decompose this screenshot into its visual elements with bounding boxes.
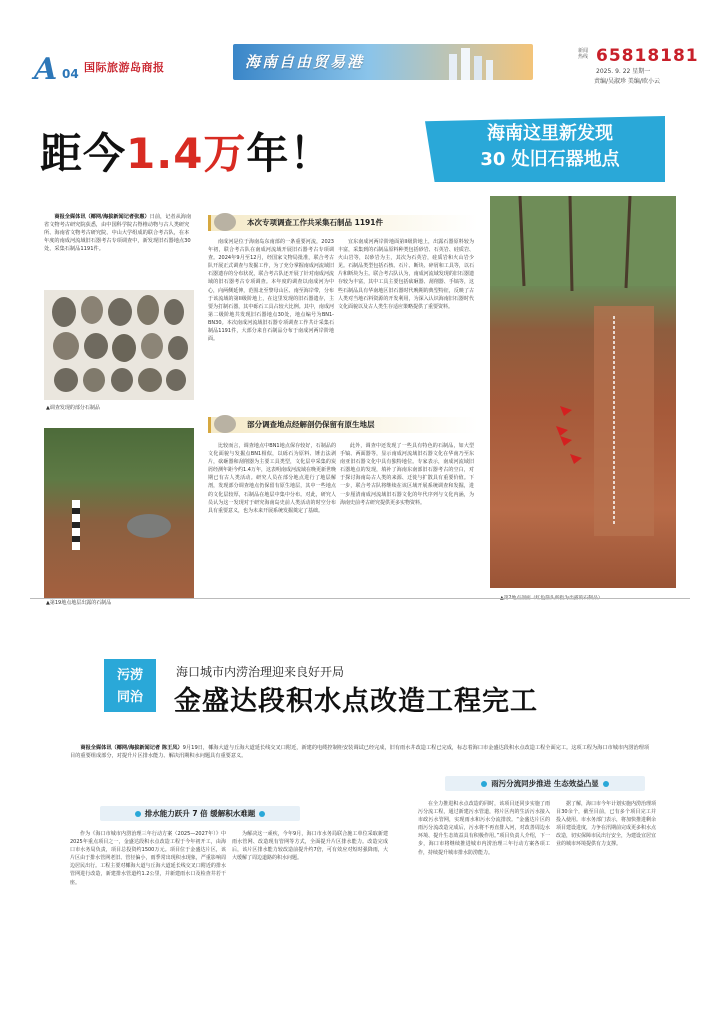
banner: [233, 44, 533, 80]
headline-number: 1.4万: [126, 129, 247, 178]
page-number: 04: [62, 67, 79, 81]
section1-col1: 南成河是位于海南岛东南部的一条重要河流，2023年初，联合考古队在南成河流域开展旧石器考古专项调查。2024年9月至12月，经国家文物局批准，联合考古队开展正式调查与发掘工作，为了充分掌握南成河流域旧石器遗存的分布状况，联合考古队还开展了针对南成河流域的旧石器考古专项调查。本年度的调查以南成河为中心，向两侧延伸，范围北至黎母山区、南至海岸带，分布于该流域的第II级阶地上，在这里发现的旧石器遗存，主要为打制石器，其中砾石工具占较大比例。其中，南成河第二级阶地共发现旧石器地点30处，地点编号为BN1-BN30。本次南成河流域旧石器专项调查工作共计采集石制品1191件，大部分来自石制品分布于南成河两岸阶地面。: [208, 239, 334, 343]
story2-lead: [70, 744, 650, 761]
story2-col1: 作为《海口市城市内涝治理三年行动方案（2025—2027年）》中2025年重点项目之一，金盛达段积水点改造工程于今年初开工，由海口市水务局负责，项目总投资约1500万元。项目位于金盛达片区，该片区由于排水管网老旧、管径偏小，雨季常出现积水现象，严重影响周边居民出行。工程主要对椰海大道与丘海大道延长线交叉口附近的排水管网进行改造，新建排水管道约1.2公里，并新建雨水口及检查井若干座。: [70, 831, 226, 886]
site-2-profile-photo: [490, 196, 676, 588]
section2-bar: [208, 417, 478, 433]
banner-text: 海南自由贸易港: [245, 53, 365, 71]
story2-tag-line-1: 污涝: [116, 668, 143, 683]
caption-stone-tools: ▲调查发现的部分石制品: [46, 405, 100, 411]
story2-bar-1-text: 排水能力跃升 7 倍 缓解积水难题: [144, 809, 256, 818]
tag-line-1: 海南这里新发现: [487, 123, 613, 144]
story2-bar-2: [445, 776, 645, 791]
story2-lead-text: 9月19日，椰海大道与丘海大道延长线交叉口附近，新建的电缆控制柜安装调试已经完成，旧有雨水井改造工程已完成，标志着海口市金盛达段积水点改造工程全面完工。这项工程为海口市城市内涝治理项目的重要组成部分，对提升片区排水能力、解决汛期积水问题具有重要意义。: [70, 745, 650, 760]
story2-bar-1: [100, 806, 300, 821]
site-19-icon: [44, 428, 194, 598]
headline-suffix: 年！: [246, 129, 333, 178]
caption-site-19: ▲第19地点地层出露的石制品: [46, 600, 112, 606]
page-letter: A: [34, 52, 58, 87]
section-divider: [30, 598, 690, 599]
story1-lead: [44, 213, 192, 253]
section2-col2: 此外，调查中还发现了一些具有特色的石制品，如大型手镐、两面器等，显示南成河流域旧石器文化在华南乃至东南亚旧石器文化中具有独特地位。专家表示，南成河流域旧石器地点的发现，填补了海南东南部旧石器考古的空白，对于探讨海南岛古人类的来源、迁徙与扩散具有重要价值。下一步，联合考古队将继续在该区域开展系统调查和发掘，进一步厘清南成河流域旧石器文化的年代序列与文化内涵，为海南史前考古研究提供更多实物资料。: [340, 443, 474, 506]
story2-col4: 据了解，海口市今年计划实施内涝治理项目30余个，截至目前，已有多个项目完工并投入使用。市水务部门表示，将加快推进剩余项目建设进度，力争在汛期前完成更多积水点改造，切实保障市民出行安全，为建设宜居宜业的城市环境提供有力支撑。: [556, 801, 656, 848]
bullet-icon: [481, 781, 487, 787]
paper-name: 国际旅游岛商报: [84, 61, 165, 74]
soil-profile-icon: [490, 196, 676, 588]
section2-col1: 比较而言，调查地点中BN1地点保存较好，石制品的文化面貌与发掘点BN1相似，以砾石为原料、锤击法剥片，砍砸器和刮削器为主要工具类型，文化层中采集的炭屑经测年距今约1.4万年，这表明南成河流域在晚更新世晚期已有古人类活动。研究人员在部分地点进行了地层解剖，发现部分调查地点仍保留有原生地层，其中一些地点的文化层较厚，石制品在地层中集中分布。对此，研究人员认为这一发现对于研究海南岛史前人类活动的时空分布具有重要意义，也为未来开展系统发掘奠定了基础。: [208, 443, 336, 514]
bullet-icon: [603, 781, 609, 787]
story2-bar-2-text: 雨污分流同步推进 生态效益凸显: [491, 779, 599, 788]
stone-tools-icon: [44, 290, 194, 400]
site-19-photo: [44, 428, 194, 598]
tag-line-2: 30 处旧石器地点: [480, 149, 620, 171]
stone-tools-photo: [44, 290, 194, 400]
editors: 责编/吴淑珍 美编/欧小云: [594, 78, 660, 85]
section2-title: 部分调查地点经解剖仍保留有原生地层: [247, 420, 375, 429]
story2-tag: [104, 659, 156, 712]
story2-col2: 为解决这一顽疾，今年9月，海口市水务局联合施工单位采取新建雨水管网、改造现有管网等方式，全面提升片区排水能力。改造完成后，该片区排水能力较改造前提升约7倍，可有效应对短时强降雨，大大缓解了周边道路的积水问题。: [232, 831, 388, 862]
hotline-label: 新闻热线: [578, 48, 589, 60]
story2-subheadline: 海口城市内涝治理迎来良好开局: [176, 665, 345, 679]
issue-date: 2025. 9. 22 星期一: [596, 68, 651, 75]
headline-main: [40, 124, 332, 185]
bullet-icon: [259, 811, 265, 817]
section1-col2: 宜东南成河两岸阶地面第II级阶地上，出露石器原料较为丰富，采集到的石制品原料种类包括砂岩、石英岩、硅质岩、火山岩等，以砂岩为主，其次为石英岩，硅质岩和火山岩少见。石制品类型包括石核、石片、断块、碎屑和工具等，以石片和断块为主。联合考古队认为，南成河流域发现的旧石器遗存较为丰富，其中工具主要包括砍砸器、刮削器、手镐等，这些石制品具有华南地区旧石器时代晚期的典型特征，反映了古人类对当地石料资源的开发利用，为深入认识海南旧石器时代文化面貌以及古人类生存适应策略提供了重要资料。: [338, 239, 474, 310]
stone-tool-icon: [214, 415, 236, 433]
section1-bar: [208, 215, 478, 231]
story2-tag-line-2: 同治: [116, 690, 143, 706]
story1-lead-text: 日前，记者从海南省文物考古研究院获悉，由中国科学院古脊椎动物与古人类研究所、海南省文物考古研究院、中山大学组成的联合考古队，在本年度的南成河流域旧石器考古专项调查中，新发现旧石器地点30处，采集石制品1191件。: [44, 214, 192, 253]
headline-prefix: 距今: [40, 129, 127, 178]
section1-title: 本次专项调查工作共采集石制品 1191件: [247, 218, 383, 227]
stone-tool-icon: [214, 213, 236, 231]
story2-lead-source: 商报全媒体讯（椰网/海拔新闻记者 陈王凤）: [80, 745, 183, 751]
story2-col3: 在全力推进积水点改造的同时，该项目还同步实施了雨污分流工程，通过新建污水管道，将片区内的生活污水接入市政污水管网，实现雨水和污水分流排放。“金盛达片区的雨污分流改造完成后，污水将不再直排入河，对改善周边水环境、提升生态效益具有积极作用。”项目负责人介绍，下一步，海口市将继续推进城市内涝治理三年行动方案各项工作，持续提升城市排水防涝能力。: [418, 801, 550, 856]
story2-headline: 金盛达段积水点改造工程完工: [174, 686, 538, 717]
headline-tag: [440, 121, 660, 173]
story1-lead-source: 商报全媒体讯（椰网/海拔新闻记者张惠）: [54, 214, 150, 220]
bullet-icon: [135, 811, 141, 817]
skyline-icon: [443, 46, 503, 80]
hotline-number: 65818181: [596, 46, 699, 66]
